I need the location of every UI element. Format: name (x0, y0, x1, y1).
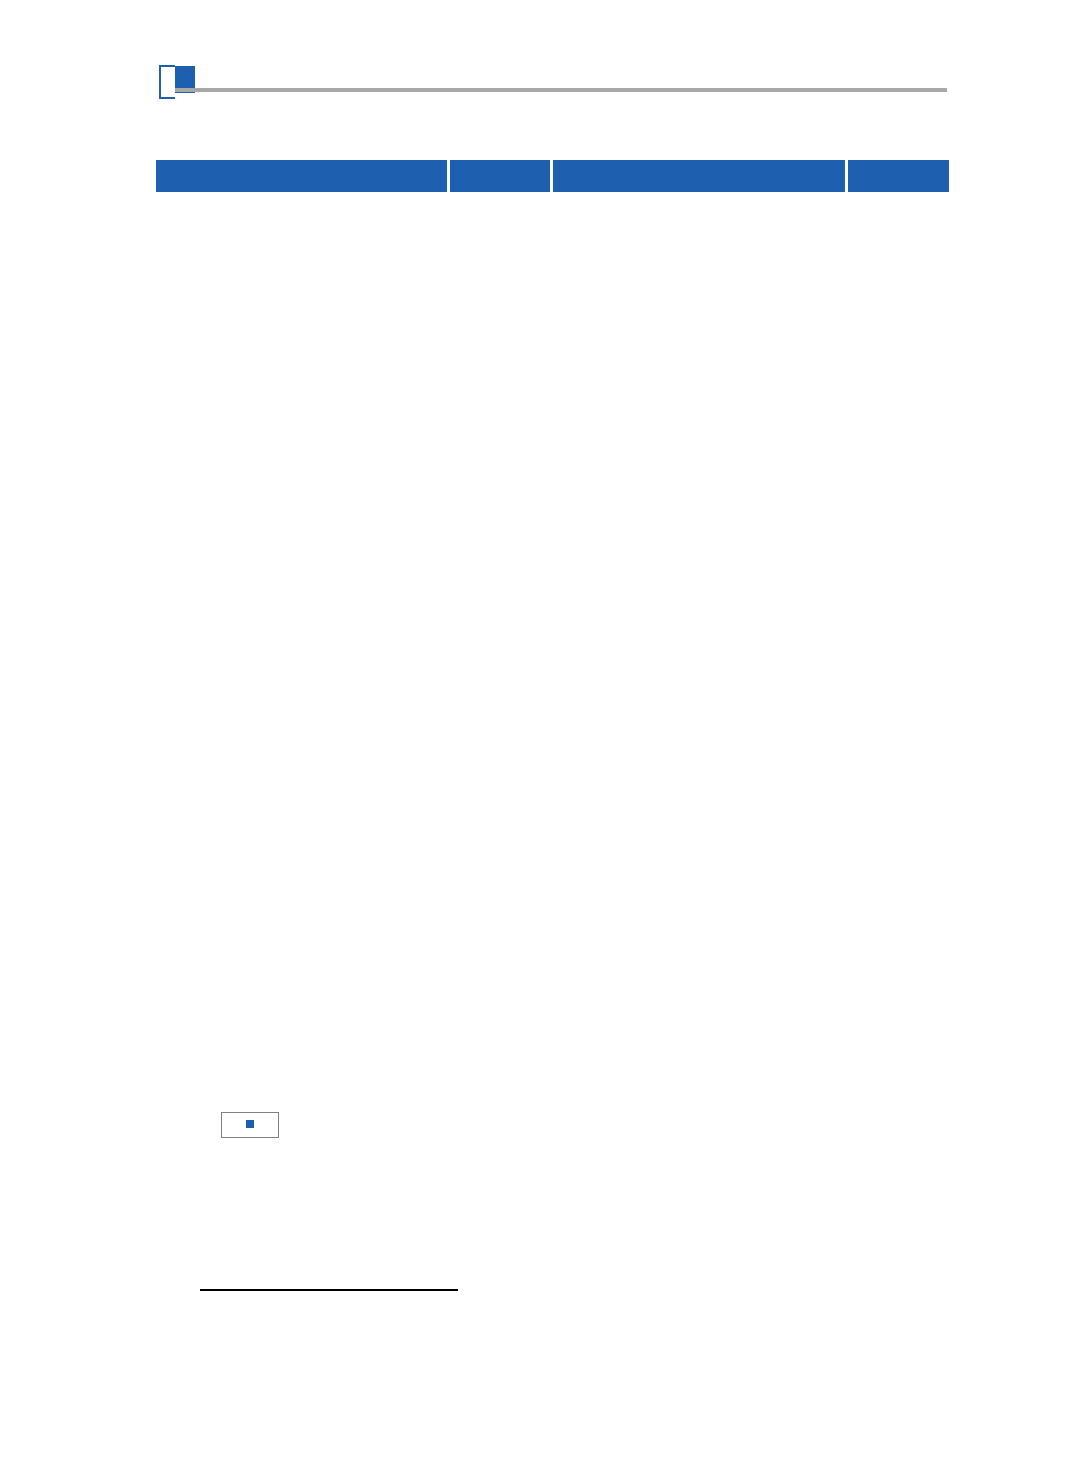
legend-swatch (246, 1120, 254, 1128)
occupation-bar-chart (200, 955, 890, 1115)
header-industry-bachelor (156, 160, 450, 194)
header-bachelor (450, 160, 553, 194)
table-header-row (156, 160, 949, 194)
header-frame-decoration (159, 65, 175, 99)
footnote-divider (200, 1289, 458, 1291)
chart-value-row (222, 1113, 279, 1138)
header-rule (175, 88, 947, 92)
industry-distribution-table (156, 160, 949, 194)
header-industry-master (553, 160, 848, 194)
chart-legend (222, 1113, 279, 1138)
chart-data-table (221, 1112, 279, 1138)
header-master (848, 160, 949, 194)
